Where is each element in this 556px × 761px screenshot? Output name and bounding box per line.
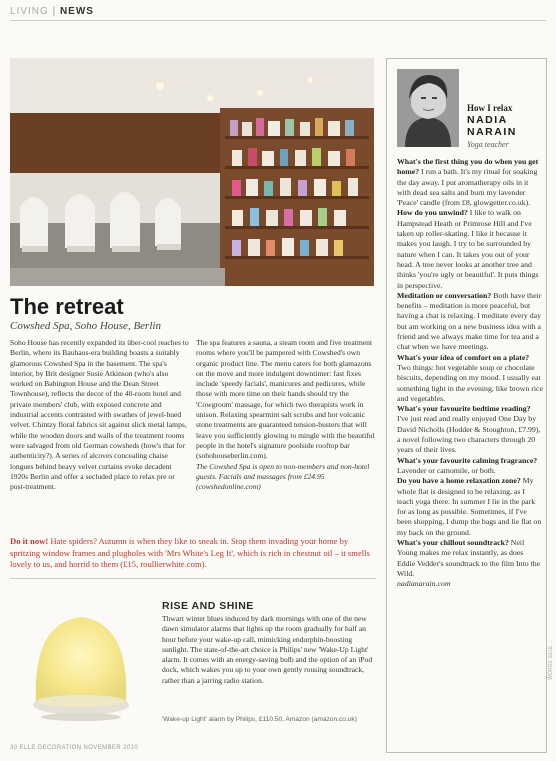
article-body-col2-text: The spa features a sauna, a steam room and five treatment rooms where you'll be pampered with Cowshed's own organic product line. The menu caters for both glamazons on the move and more indulgent downtimer: fast fixes include 'speedy facials', manicures and pedicures, while those with more time on their hands should try the 'Cowgroom' massage, for which two therapists work in unison. Relaxing spearmint salt scrubs and hot volcanic stone treatments are guaranteed tension-busters that will leave you sufficiently glowing to mingle with the beautiful people in the hotel's signature poolside rooftop bar (sohohouseberlin.com).: [196, 338, 375, 461]
qa-item: [397, 353, 543, 404]
qa-item: [397, 404, 543, 455]
photo-credit: WORDS: ELLE ...: [548, 640, 554, 680]
answer: My whole flat is designed to be relaxing, as I teach yoga there. In summer I lie in the park for as long as possible. Sometimes, if I've been shopping, I dump the bags and lie flat on my back on the ground.: [397, 476, 542, 537]
question: How do you unwind?: [397, 208, 468, 218]
answer: Both have their benefits – meditation is more peaceful, but having a chat is relaxing. I meditate every day but am working on a new business idea with a friend and we always make time for tea and a chat when we have meetings.: [397, 290, 542, 352]
question: What's your idea of comfort on a plate?: [397, 352, 530, 362]
question: Do you have a home relaxation zone?: [397, 476, 521, 486]
question: Meditation or conversation?: [397, 290, 492, 300]
wake-up-light-photo: [10, 583, 152, 733]
qa-item: [397, 456, 543, 477]
answer: I like to walk on Hampstead Heath or Primrose Hill and I've taken up roller-skating. I like it because it makes you laugh. I try to be surrounded by nature when I can. It takes you out of your head. A tree never looks at another tree and thinks 'you're ugly or beautiful'. It puts things in perspective.: [397, 208, 539, 290]
article-body-col1: Soho House has recently expanded its über-cool reaches to Berlin, where its Bauhaus-era building boasts a suitably glamorous Cowshed Spa in the basement. The spa's interior, by Brit designer Susie Atkinson (who's also worked on Babington House and the Dean Street Townhouse), reflects the decor of the 40-room hotel and private members' club, with exposed concrete and industrial accents contrasted with swathes of jewel-hued velvet. Chintzy floral fabrics sit against slick metal lamps, while the wooden doors and walls of the treatment rooms were salvaged from old German cowsheds (how's that for authenticity?). A series of alcoves concealing chaise longues behind heavy velvet curtains evoke decadent 1920s Berlin and offer a secluded place to relax pre or post-treatment.: [10, 338, 189, 492]
website-signoff: nadianarain.com: [397, 579, 451, 589]
answer: Neil Young makes me relax instantly, as does Eddie Vedder's soundtrack to the film Into the Wild.: [397, 537, 541, 578]
section-label-living: LIVING: [10, 6, 49, 17]
tip-divider: [10, 578, 376, 579]
how-i-relax-sidebar: [386, 58, 547, 753]
portrait-photo: [397, 69, 459, 147]
question: What's the first thing you do when you get home?: [397, 157, 539, 177]
rise-body: Thwart winter blues induced by dark mornings with one of the new dawn simulator alarms that lights up the room gradually for half an hour before your wake-up call, mimicking endorphin-boosting sunlight. The state-of-the-art choice is Philips' new 'Wake-Up Light' alarm. It comes with an energy-saving bulb and the option of an iPod dock, which wakes you up to your own gently rousing soundtrack, rather than a jarring radio station.: [162, 614, 373, 685]
answer: I've just read and really enjoyed One Day by David Nicholls (Hodder & Stoughton, £7.99), a novel following two characters through 20 years of their lives.: [397, 414, 541, 455]
person-role: Yoga teacher: [467, 140, 509, 149]
question: What's your chillout soundtrack?: [397, 537, 509, 547]
section-header: LIVING | NEWS: [10, 6, 94, 17]
tip-text: Hate spiders? Autumn is when they like to sneak in. Stop them invading your home by spritzing window frames and plugholes with 'Mrs White's Leg It', which is rich in chestnut oil – it smells lovely to us, and horrid to them (£15, roullierwhite.com).: [10, 536, 370, 569]
spa-photo: [10, 58, 374, 286]
article-title: The retreat: [10, 294, 124, 319]
question: What's your favourite bedtime reading?: [397, 404, 531, 414]
question: What's your favourite calming fragrance?: [397, 455, 538, 465]
person-name: NADIA NARAIN: [467, 114, 517, 138]
answer: Two things: hot vegetable soup or chocolate biscuits, depending on my mood. I usually eat something light in the evening, like brown rice and vegetables.: [397, 362, 543, 403]
tip-lead: Do it now!: [10, 536, 49, 546]
qa-list: [397, 157, 543, 589]
rise-title: RISE AND SHINE: [162, 600, 254, 612]
qa-item: [397, 291, 543, 353]
qa-item: [397, 208, 543, 290]
article-body-col2: [196, 338, 376, 492]
answer: Lavender or camomile, or both.: [397, 465, 496, 475]
answer: I run a bath. It's my ritual for soaking the day away. I put aromatherapy oils in it with dead sea salts and burn my lavender 'Peace' candle (from £8, glowgetter.co.uk).: [397, 167, 538, 208]
section-label-news: NEWS: [59, 6, 94, 17]
article-subtitle: Cowshed Spa, Soho House, Berlin: [10, 320, 161, 332]
qa-item: [397, 476, 543, 538]
header-divider: [10, 20, 546, 21]
article-note: The Cowshed Spa is open to non-members and non-hotel guests. Facials and massages from £24.95 (cowshedonline.com): [196, 461, 370, 492]
qa-item: [397, 538, 543, 579]
qa-item: [397, 157, 543, 208]
rise-caption: 'Wake-up Light' alarm by Philips, £110.50, Amazon (amazon.co.uk): [162, 716, 357, 723]
page-footer: 30 ELLE DECORATION NOVEMBER 2010: [10, 745, 139, 751]
sidebar-heading: How I relax: [467, 103, 513, 113]
tip-box: [10, 536, 376, 571]
